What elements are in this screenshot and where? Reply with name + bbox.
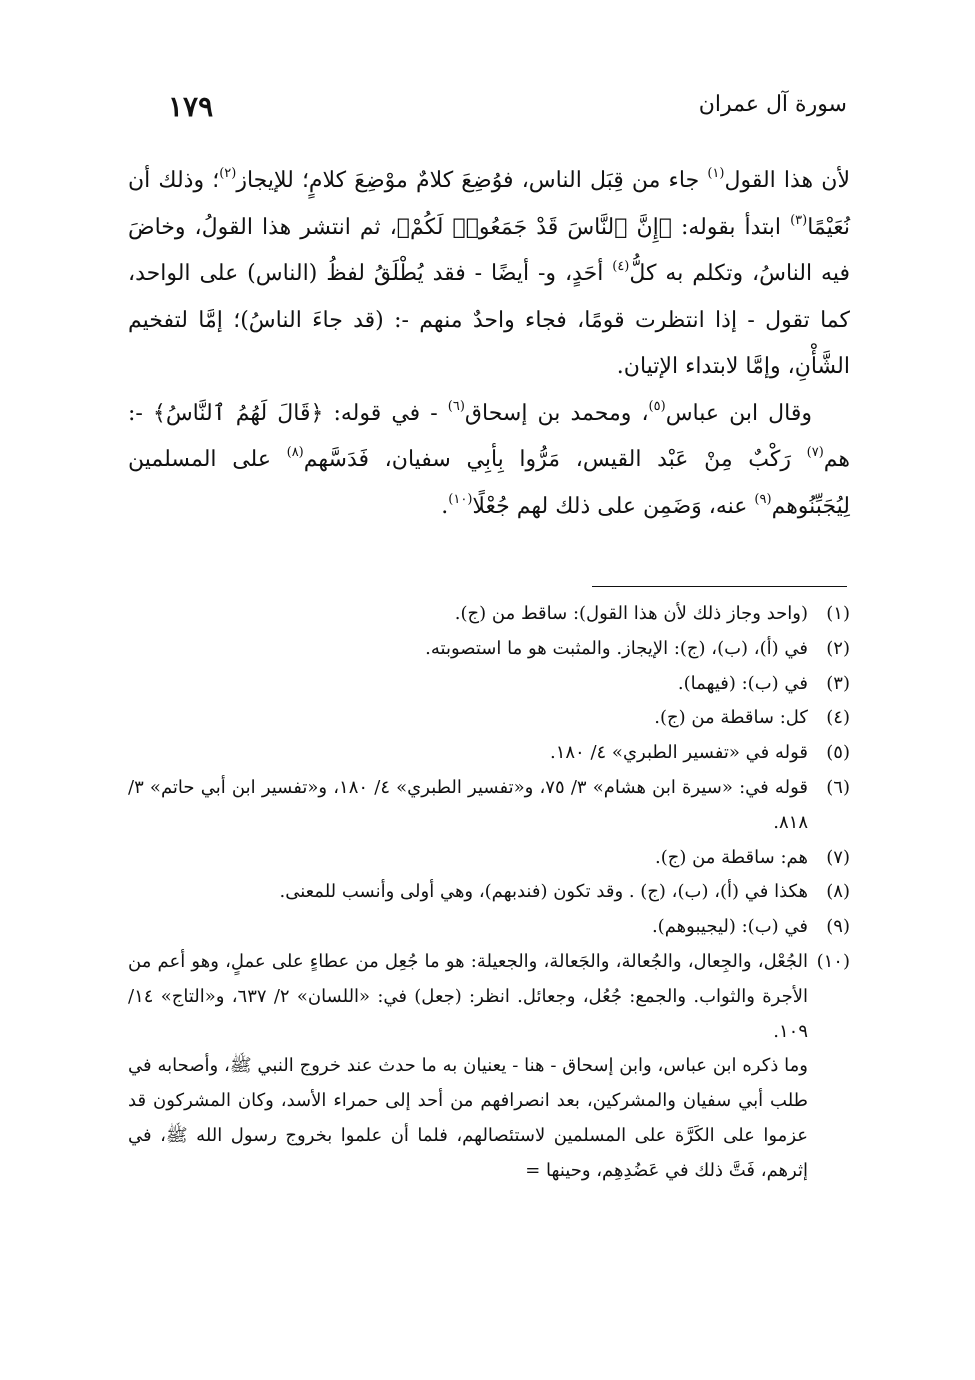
text-segment: وقال ابن عباس	[665, 400, 812, 426]
text-segment: ؛ وذلك أن نُعَيْمًا	[128, 168, 850, 240]
text-segment: ، ومحمد بن إسحاق	[464, 400, 649, 426]
footnote-10-continuation	[128, 1049, 850, 1188]
footnote-number: (٩)	[826, 916, 850, 938]
text-segment: ابتدأ بقوله: ﴿إِنَّ ٱلنَّاسَ قَدْ جَمَعُوا۟ لَكُمْ﴾، ثم انتشر هذا القولُ، وخاضَ فيه الناسُ، وتكلم به كلُّ	[128, 214, 850, 286]
running-title: سورة آل عمران	[698, 92, 847, 117]
footnote-4	[128, 701, 850, 736]
text-segment: .	[441, 493, 449, 519]
footnote-number: (١٠)	[816, 950, 850, 972]
footnote-text: قوله في «تفسير الطبري» ٤/ ١٨٠.	[549, 742, 808, 764]
footnote-ref-10[interactable]: (١٠)	[448, 491, 473, 507]
footnote-3	[128, 667, 850, 702]
footnote-number: (٤)	[826, 707, 850, 729]
footnote-ref-2[interactable]: (٢)	[219, 166, 237, 181]
footnote-7	[128, 841, 850, 876]
footnote-ref-3[interactable]: (٣)	[790, 212, 808, 228]
footnote-1	[128, 597, 850, 632]
footnote-number: (٦)	[826, 776, 850, 798]
footnote-separator	[592, 586, 847, 587]
footnote-5	[128, 736, 850, 771]
footnote-text: قوله في: «سيرة ابن هشام» ٣/ ٧٥، و«تفسير الطبري» ٤/ ١٨٠، و«تفسير ابن أبي حاتم» ٣/ ٨١٨.	[128, 776, 808, 833]
footnote-text: في (ب): (فيهما).	[677, 672, 808, 694]
footnote-text: الجُعْل، والجِعال، والجُعالة، والجَعالة، والجعيلة: هو ما جُعِل من عطاءٍ على عملٍ، وهو أعم من الأجرة والثواب. والجمع: جُعُل، وجعائل. انظر: (جعل) في: «اللسان» ٢/ ٦٣٧، و«التاج» ١٤/ ١٠٩.	[128, 950, 808, 1042]
footnote-ref-6[interactable]: (٦)	[447, 398, 465, 414]
footnote-ref-8[interactable]: (٨)	[286, 445, 304, 460]
text-segment: أحَدٍ، و- أيضًا - فقد يُطْلَقُ لفظُ (الناس) على الواحد، كما تقول - إذا انتظرت قومًا، فجاء واحدٌ منهم -: (قد جاءَ الناسُ)؛ إمَّا لتفخيم الشَّأْنِ، وإمَّا لابتداء الإتيان.	[128, 261, 850, 379]
footnote-9	[128, 910, 850, 945]
footnote-text: هم: ساقطة من (ج).	[654, 846, 808, 868]
footnote-number: (٥)	[826, 742, 850, 764]
main-text	[128, 158, 850, 530]
footnote-text: هكذا في (أ)، (ب)، (ج) . وقد تكون (فندبهم)، وهي أولى وأنسب للمعنى.	[279, 881, 808, 903]
footnote-number: (٣)	[826, 672, 850, 694]
paragraph-1	[128, 158, 850, 391]
footnote-number: (١)	[826, 603, 850, 624]
text-segment: على المسلمين لِيُجَبِّنُوهم	[128, 447, 850, 519]
footnote-continuation-text: وما ذكره ابن عباس، وابن إسحاق - هنا - يعنيان به ما حدث عند خروج النبي ﷺ، وأصحابه في طلب أبي سفيان والمشركين، بعد انصرافهم من أحد إلى حمراء الأسد، وكان المشركون قد عزموا على الكَرَّة على المسلمين لاستئصالهم، فلما أن علموا بخروج رسول الله ﷺ، في إثرهم، فَتَّ ذلك في عَضُدِهِم، وحينها =	[128, 1055, 808, 1181]
footnote-ref-5[interactable]: (٥)	[648, 398, 666, 414]
footnote-10	[128, 945, 850, 1049]
footnote-ref-9[interactable]: (٩)	[754, 491, 772, 507]
footnote-text: (واحد وجاز ذلك لأن هذا القول): ساقط من (ج).	[454, 603, 808, 624]
footnote-text: كل: ساقطة من (ج).	[654, 707, 808, 729]
text-segment: - في قوله: ﴿قَالَ لَهُمُ ٱلنَّاسُ﴾ -: هم	[128, 400, 851, 472]
page-number: ١٧٩	[168, 90, 214, 123]
footnote-number: (٧)	[826, 846, 850, 868]
footnotes-list	[128, 597, 850, 1189]
text-segment: جاء من قِبَل الناس، فوُضِعَ كلامٌ موْضِعَ كلامٍ؛ للإيجاز	[236, 168, 708, 193]
footnote-ref-7[interactable]: (٧)	[806, 445, 824, 460]
footnote-number: (٢)	[826, 637, 850, 659]
footnote-2	[128, 632, 850, 667]
text-segment: رَكْبٌ مِنْ عَبْد القيس، مَرُّوا بِأبِي سفيان، فَدَسَّهم	[303, 447, 807, 472]
footnote-8	[128, 875, 850, 910]
footnote-text: في (أ)، (ب)، (ج): الإيجاز. والمثبت هو ما استصوبته.	[425, 637, 808, 659]
footnote-text: في (ب): (ليجيبوهم).	[651, 916, 808, 938]
footnote-6	[128, 771, 850, 841]
footnote-ref-1[interactable]: (١)	[707, 166, 725, 181]
paragraph-2	[128, 391, 850, 531]
footnote-number: (٨)	[826, 881, 850, 903]
text-segment: عنه، وَضَمِن على ذلك لهم جُعْلًا	[472, 493, 755, 519]
footnote-ref-4[interactable]: (٤)	[612, 259, 630, 274]
text-segment: لأن هذا القول	[724, 168, 850, 193]
